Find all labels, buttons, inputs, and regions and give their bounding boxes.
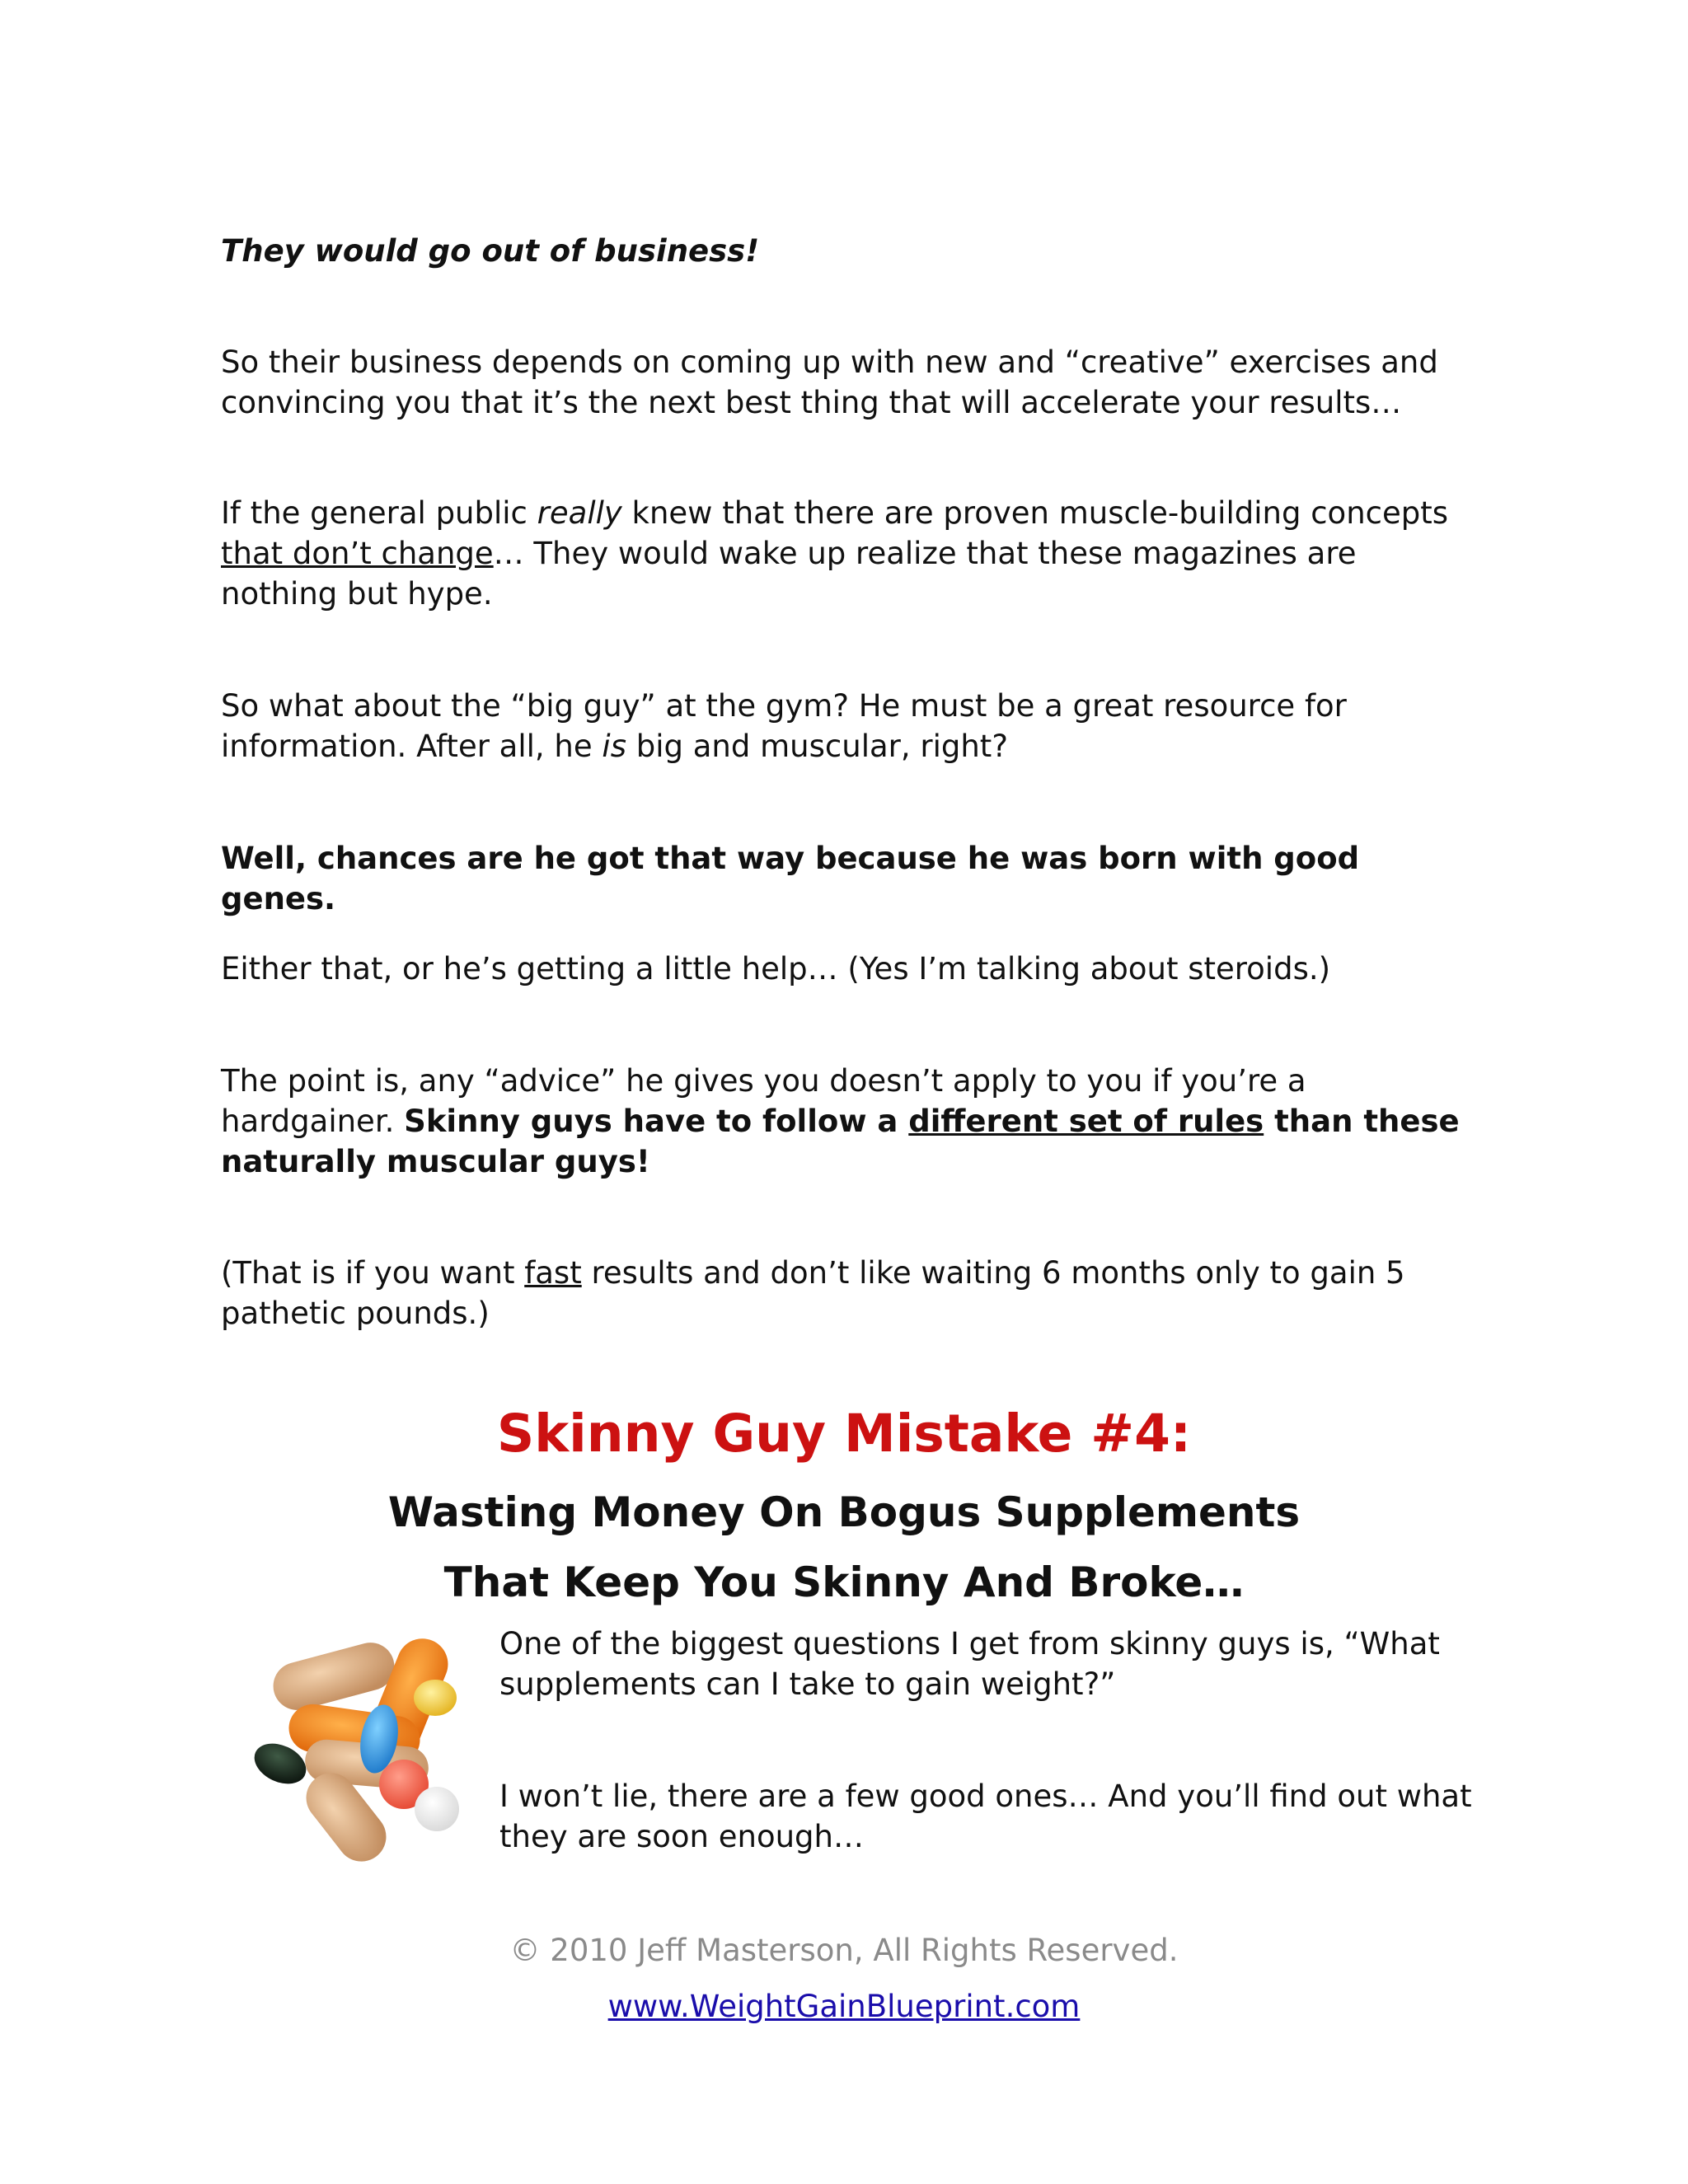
paragraph-good-genes: Well, chances are he got that way because he was born with good genes. (221, 841, 1360, 916)
underline-different-rules: different set of rules (908, 1104, 1264, 1139)
footer-link-container (0, 1989, 1688, 2024)
text-run: So what about the “big guy” at the gym? He must be a great resource for information. After all, he (221, 688, 1347, 764)
website-link[interactable]: www.WeightGainBlueprint.com (607, 1989, 1081, 2024)
section-subtitle-line1: Wasting Money On Bogus Supplements (387, 1488, 1301, 1536)
paragraph-general-public (221, 493, 1474, 614)
paragraph-fast-results (221, 1253, 1474, 1333)
text-run: (That is if you want (221, 1255, 525, 1291)
underline-fast: fast (524, 1255, 582, 1291)
text-run: big and muscular, right? (626, 729, 1008, 764)
paragraph-point-is (221, 1061, 1474, 1182)
underline-dont-change: that don’t change (221, 536, 494, 571)
emphasis-is: is (602, 729, 626, 764)
supplement-pills-icon (239, 1619, 478, 1867)
text-run: The point is, any “advice” he gives you doesn’t apply to you if you’re a hardgainer. (221, 1063, 1306, 1139)
paragraph-out-of-business: They would go out of business! (221, 233, 760, 269)
text-run: … They would wake up realize that these magazines are nothing but hype. (221, 536, 1357, 612)
paragraph-supplements-question: One of the biggest questions I get from skinny guys is, “What supplements can I take to gain weight?” (499, 1626, 1440, 1702)
section-subtitle-line2: That Keep You Skinny And Broke… (443, 1558, 1245, 1606)
text-run: knew that there are proven muscle-building concepts (621, 495, 1449, 531)
paragraph-good-ones: I won’t lie, there are a few good ones… And you’ll find out what they are soon enough… (499, 1779, 1472, 1854)
bold-text: than these naturally muscular guys! (221, 1104, 1460, 1179)
paragraph-big-guy (221, 686, 1474, 766)
paragraph-business-depends: So their business depends on coming up with new and “creative” exercises and convincing you that it’s the next best thing that will accelerate your results… (221, 344, 1438, 420)
emphasis-really: really (537, 495, 622, 531)
text-run: results and don’t like waiting 6 months only to gain 5 pathetic pounds.) (221, 1255, 1405, 1331)
footer-copyright: © 2010 Jeff Masterson, All Rights Reserved. (509, 1933, 1179, 1968)
text-run: If the general public (221, 495, 537, 531)
paragraph-steroids: Either that, or he’s getting a little help… (Yes I’m talking about steroids.) (221, 951, 1331, 987)
bold-text: Skinny guys have to follow a (404, 1104, 909, 1139)
section-title: Skinny Guy Mistake #4: (496, 1404, 1192, 1464)
